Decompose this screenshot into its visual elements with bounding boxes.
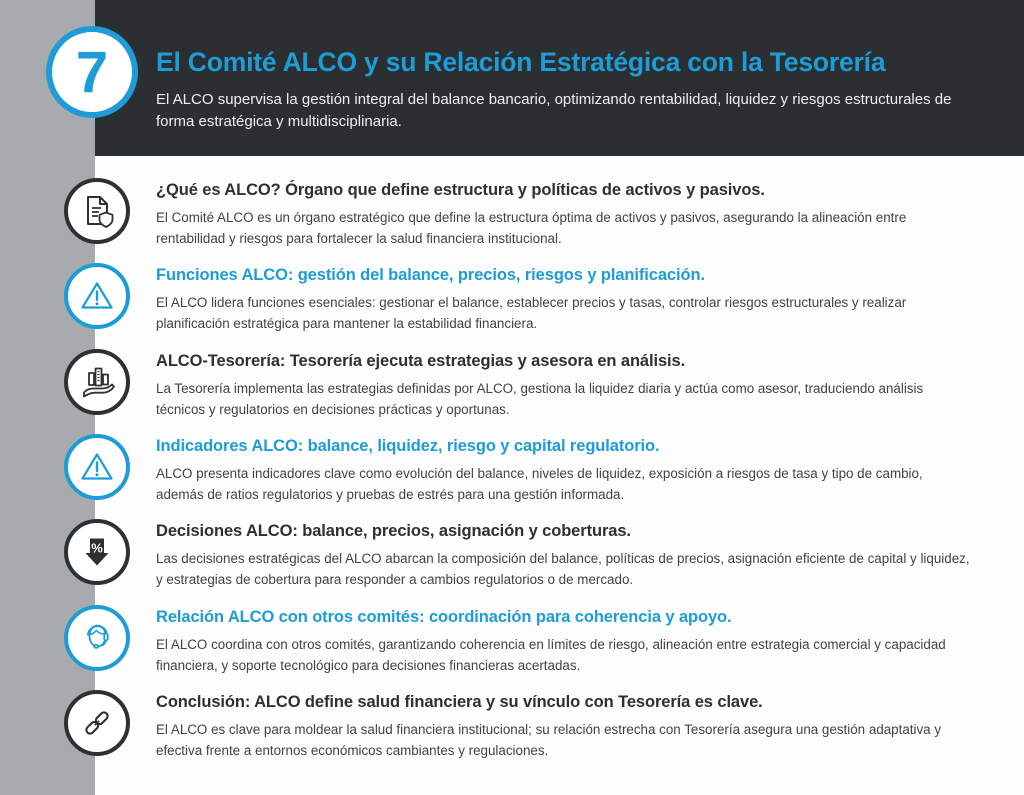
section-text [156, 352, 974, 420]
section-body: El ALCO es clave para moldear la salud financiera institucional; su relación estrecha con Tesorería asegura una gestión adaptativa y efectiva frente a entornos económicos cambiantes y regulaciones. [156, 722, 942, 759]
svg-text:%: % [91, 540, 103, 556]
headset-support-icon [77, 618, 117, 658]
chain-link-icon [64, 690, 130, 756]
warning-triangle-icon [64, 434, 130, 500]
section-decisiones-alco [0, 519, 1024, 590]
section-que-es-alco [0, 178, 1024, 249]
section-funciones-alco [0, 263, 1024, 334]
section-body: Las decisiones estratégicas del ALCO abarcan la composición del balance, políticas de precios, asignación eficiente de capital y liquidez, y estrategias de cobertura para responder a cambios regulatorios o de mercado. [156, 551, 970, 588]
step-number-badge [46, 26, 138, 118]
section-conclusion [0, 690, 1024, 761]
warning-triangle-icon [64, 263, 130, 329]
section-text [156, 522, 974, 590]
section-body: ALCO presenta indicadores clave como evolución del balance, niveles de liquidez, exposición a riesgos de tasa y tipo de cambio, además de ratios regulatorios y pruebas de estrés para una gestión informada. [156, 466, 923, 503]
page-title: El Comité ALCO y su Relación Estratégica con la Tesorería [156, 47, 886, 77]
section-relacion-comites [0, 605, 1024, 676]
headset-support-icon [64, 605, 130, 671]
document-shield-icon [64, 178, 130, 244]
section-body: El ALCO lidera funciones esenciales: gestionar el balance, establecer precios y tasas, controlar riesgos estructurales y realizar planificación estratégica para mantener la estabilidad financiera. [156, 295, 907, 332]
section-heading: Decisiones ALCO: balance, precios, asignación y coberturas. [156, 522, 631, 540]
section-heading: Indicadores ALCO: balance, liquidez, riesgo y capital regulatorio. [156, 437, 660, 455]
step-number: 7 [75, 39, 109, 105]
buildings-hand-icon [64, 349, 130, 415]
section-heading: Conclusión: ALCO define salud financiera y su vínculo con Tesorería es clave. [156, 693, 763, 711]
warning-triangle-icon [77, 447, 117, 487]
chain-link-icon [77, 703, 117, 743]
page-subtitle: El ALCO supervisa la gestión integral del balance bancario, optimizando rentabilidad, liquidez y riesgos estructurales de forma estratégica y multidisciplinaria. [156, 91, 952, 130]
warning-triangle-icon [77, 276, 117, 316]
section-text [156, 266, 974, 334]
section-text [156, 181, 974, 249]
buildings-hand-icon [77, 362, 117, 402]
section-heading: Relación ALCO con otros comités: coordinación para coherencia y apoyo. [156, 608, 732, 626]
section-text [156, 437, 974, 505]
section-heading: ALCO-Tesorería: Tesorería ejecuta estrategias y asesora en análisis. [156, 352, 686, 370]
section-indicadores-alco [0, 434, 1024, 505]
section-text [156, 608, 974, 676]
header-band [95, 0, 1024, 156]
section-text [156, 693, 974, 761]
section-body: El ALCO coordina con otros comités, garantizando coherencia en límites de riesgo, alineación entre estrategia comercial y capacidad financiera, y soporte tecnológico para decisiones financieras acertadas. [156, 637, 946, 674]
document-shield-icon [77, 191, 117, 231]
section-heading: ¿Qué es ALCO? Órgano que define estructura y políticas de activos y pasivos. [156, 181, 765, 199]
percent-tag-icon [77, 532, 117, 572]
section-alco-tesoreria [0, 349, 1024, 420]
section-body: La Tesorería implementa las estrategias definidas por ALCO, gestiona la liquidez diaria y actúa como asesor, traduciendo análisis técnicos y regulatorios en decisiones prácticas y oportunas. [156, 381, 924, 418]
section-body: El Comité ALCO es un órgano estratégico que define la estructura óptima de activos y pasivos, asegurando la alineación entre rentabilidad y riesgos para fortalecer la salud financiera institucional. [156, 210, 907, 247]
section-heading: Funciones ALCO: gestión del balance, precios, riesgos y planificación. [156, 266, 705, 284]
percent-tag-icon [64, 519, 130, 585]
